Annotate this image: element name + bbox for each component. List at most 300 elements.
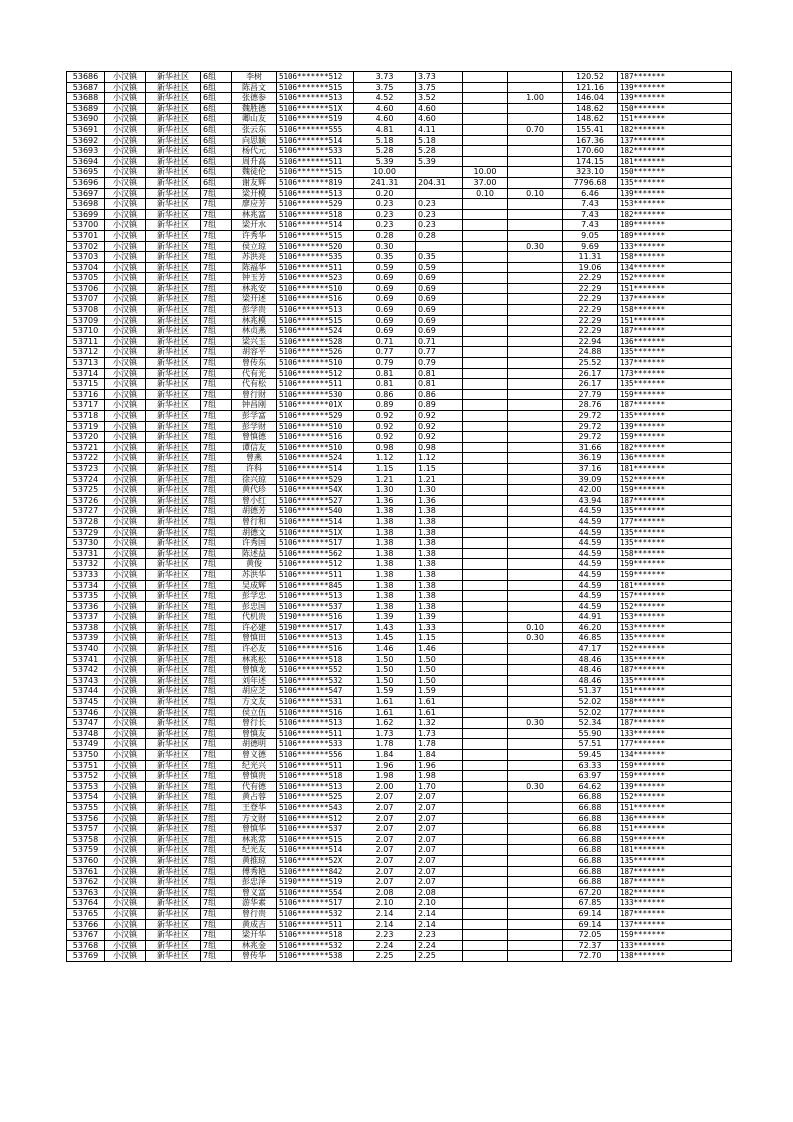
area-b-cell <box>463 654 508 665</box>
area-a-cell: 3.52 <box>416 93 463 104</box>
town-cell: 小汉镇 <box>105 612 146 623</box>
area-c-cell: 0.10 <box>508 622 563 633</box>
town-cell: 小汉镇 <box>105 908 146 919</box>
table-row <box>67 93 732 104</box>
area-b-cell <box>463 453 508 464</box>
community-cell: 新华社区 <box>146 432 201 443</box>
area-b-cell <box>463 707 508 718</box>
total-area-cell: 2.07 <box>354 834 416 845</box>
community-cell: 新华社区 <box>146 580 201 591</box>
amount-cell: 146.04 <box>563 93 618 104</box>
table-row <box>67 432 732 443</box>
person-name-cell: 曾小红 <box>232 495 277 506</box>
area-a-cell: 0.23 <box>416 199 463 210</box>
total-area-cell: 0.81 <box>354 379 416 390</box>
phone-cell: 152******* <box>618 474 732 485</box>
community-cell: 新华社区 <box>146 548 201 559</box>
phone-cell: 152******* <box>618 273 732 284</box>
person-name-cell: 彭学财 <box>232 421 277 432</box>
area-a-cell: 5.28 <box>416 146 463 157</box>
amount-cell: 120.52 <box>563 72 618 83</box>
area-c-cell <box>508 442 563 453</box>
total-area-cell: 2.07 <box>354 845 416 856</box>
amount-cell: 44.91 <box>563 612 618 623</box>
id-number-cell: 5106*******533 <box>277 739 354 750</box>
area-c-cell <box>508 167 563 178</box>
table-row <box>67 665 732 676</box>
table-row <box>67 633 732 644</box>
area-a-cell: 0.69 <box>416 326 463 337</box>
area-a-cell: 2.07 <box>416 855 463 866</box>
id-number-cell: 5106*******532 <box>277 675 354 686</box>
group-cell: 7组 <box>201 336 232 347</box>
id-number-cell: 5106*******518 <box>277 209 354 220</box>
town-cell: 小汉镇 <box>105 654 146 665</box>
id-number-cell: 5106*******01X <box>277 400 354 411</box>
area-b-cell <box>463 209 508 220</box>
id-number-cell: 5106*******513 <box>277 188 354 199</box>
table-row <box>67 463 732 474</box>
amount-cell: 29.72 <box>563 421 618 432</box>
phone-cell: 152******* <box>618 644 732 655</box>
row-number: 53727 <box>67 506 105 517</box>
id-number-cell: 5106*******524 <box>277 453 354 464</box>
total-area-cell: 2.00 <box>354 781 416 792</box>
phone-cell: 159******* <box>618 432 732 443</box>
town-cell: 小汉镇 <box>105 559 146 570</box>
town-cell: 小汉镇 <box>105 93 146 104</box>
phone-cell: 137******* <box>618 919 732 930</box>
group-cell: 7组 <box>201 898 232 909</box>
area-a-cell: 0.69 <box>416 283 463 294</box>
area-a-cell: 0.92 <box>416 421 463 432</box>
phone-cell: 135******* <box>618 855 732 866</box>
group-cell: 7组 <box>201 220 232 231</box>
area-b-cell <box>463 432 508 443</box>
area-a-cell: 0.81 <box>416 379 463 390</box>
town-cell: 小汉镇 <box>105 866 146 877</box>
row-number: 53769 <box>67 951 105 962</box>
phone-cell: 159******* <box>618 389 732 400</box>
row-number: 53755 <box>67 802 105 813</box>
person-name-cell: 侯立琼 <box>232 241 277 252</box>
area-c-cell <box>508 538 563 549</box>
id-number-cell: 5106*******532 <box>277 940 354 951</box>
group-cell: 7组 <box>201 230 232 241</box>
town-cell: 小汉镇 <box>105 442 146 453</box>
area-c-cell <box>508 114 563 125</box>
town-cell: 小汉镇 <box>105 326 146 337</box>
table-row <box>67 834 732 845</box>
area-c-cell <box>508 877 563 888</box>
area-b-cell <box>463 124 508 135</box>
table-row <box>67 845 732 856</box>
area-c-cell <box>508 156 563 167</box>
phone-cell: 135******* <box>618 177 732 188</box>
total-area-cell: 2.14 <box>354 908 416 919</box>
table-row <box>67 516 732 527</box>
person-name-cell: 黄代珍 <box>232 485 277 496</box>
group-cell: 7组 <box>201 834 232 845</box>
amount-cell: 39.09 <box>563 474 618 485</box>
person-name-cell: 许秀国 <box>232 538 277 549</box>
group-cell: 7组 <box>201 283 232 294</box>
total-area-cell: 0.28 <box>354 230 416 241</box>
community-cell: 新华社区 <box>146 887 201 898</box>
id-number-cell: 5106*******515 <box>277 167 354 178</box>
phone-cell: 151******* <box>618 686 732 697</box>
phone-cell: 151******* <box>618 824 732 835</box>
id-number-cell: 5106*******515 <box>277 230 354 241</box>
phone-cell: 136******* <box>618 813 732 824</box>
area-c-cell <box>508 474 563 485</box>
community-cell: 新华社区 <box>146 644 201 655</box>
table-row <box>67 675 732 686</box>
area-a-cell: 1.61 <box>416 707 463 718</box>
total-area-cell: 1.15 <box>354 463 416 474</box>
amount-cell: 27.79 <box>563 389 618 400</box>
community-cell: 新华社区 <box>146 262 201 273</box>
row-number: 53757 <box>67 824 105 835</box>
person-name-cell: 梁开水 <box>232 220 277 231</box>
town-cell: 小汉镇 <box>105 739 146 750</box>
person-name-cell: 苏洪亮 <box>232 252 277 263</box>
id-number-cell: 5106*******510 <box>277 442 354 453</box>
group-cell: 6组 <box>201 146 232 157</box>
area-c-cell <box>508 845 563 856</box>
phone-cell: 153******* <box>618 199 732 210</box>
id-number-cell: 5106*******511 <box>277 262 354 273</box>
amount-cell: 44.59 <box>563 548 618 559</box>
person-name-cell: 代有德 <box>232 781 277 792</box>
community-cell: 新华社区 <box>146 474 201 485</box>
community-cell: 新华社区 <box>146 411 201 422</box>
total-area-cell: 1.45 <box>354 633 416 644</box>
group-cell: 7组 <box>201 485 232 496</box>
group-cell: 7组 <box>201 824 232 835</box>
row-number: 53687 <box>67 82 105 93</box>
community-cell: 新华社区 <box>146 72 201 83</box>
area-b-cell <box>463 633 508 644</box>
community-cell: 新华社区 <box>146 114 201 125</box>
row-number: 53691 <box>67 124 105 135</box>
community-cell: 新华社区 <box>146 824 201 835</box>
community-cell: 新华社区 <box>146 124 201 135</box>
town-cell: 小汉镇 <box>105 453 146 464</box>
person-name-cell: 曾行和 <box>232 516 277 527</box>
area-a-cell: 1.84 <box>416 750 463 761</box>
amount-cell: 7.43 <box>563 199 618 210</box>
group-cell: 7组 <box>201 760 232 771</box>
id-number-cell: 5106*******515 <box>277 834 354 845</box>
phone-cell: 158******* <box>618 252 732 263</box>
area-a-cell: 2.07 <box>416 845 463 856</box>
area-a-cell: 1.38 <box>416 601 463 612</box>
id-number-cell: 5106*******515 <box>277 82 354 93</box>
area-c-cell <box>508 135 563 146</box>
phone-cell: 137******* <box>618 135 732 146</box>
group-cell: 7组 <box>201 379 232 390</box>
area-b-cell <box>463 262 508 273</box>
amount-cell: 72.70 <box>563 951 618 962</box>
phone-cell: 135******* <box>618 538 732 549</box>
amount-cell: 43.94 <box>563 495 618 506</box>
town-cell: 小汉镇 <box>105 72 146 83</box>
area-b-cell <box>463 442 508 453</box>
town-cell: 小汉镇 <box>105 485 146 496</box>
total-area-cell: 0.77 <box>354 347 416 358</box>
town-cell: 小汉镇 <box>105 951 146 962</box>
id-number-cell: 5106*******527 <box>277 495 354 506</box>
community-cell: 新华社区 <box>146 697 201 708</box>
amount-cell: 66.88 <box>563 845 618 856</box>
id-number-cell: 5106*******525 <box>277 792 354 803</box>
town-cell: 小汉镇 <box>105 347 146 358</box>
id-number-cell: 5106*******554 <box>277 887 354 898</box>
area-c-cell <box>508 569 563 580</box>
person-name-cell: 彭忠国 <box>232 601 277 612</box>
total-area-cell: 1.38 <box>354 548 416 559</box>
person-name-cell: 梁开述 <box>232 294 277 305</box>
table-row <box>67 951 732 962</box>
town-cell: 小汉镇 <box>105 305 146 316</box>
group-cell: 7组 <box>201 548 232 559</box>
area-b-cell <box>463 305 508 316</box>
town-cell: 小汉镇 <box>105 760 146 771</box>
table-row <box>67 273 732 284</box>
row-number: 53720 <box>67 432 105 443</box>
row-number: 53697 <box>67 188 105 199</box>
table-row <box>67 294 732 305</box>
phone-cell: 158******* <box>618 548 732 559</box>
community-cell: 新华社区 <box>146 739 201 750</box>
row-number: 53725 <box>67 485 105 496</box>
area-b-cell <box>463 760 508 771</box>
town-cell: 小汉镇 <box>105 898 146 909</box>
total-area-cell: 0.30 <box>354 241 416 252</box>
person-name-cell: 杨代元 <box>232 146 277 157</box>
row-number: 53734 <box>67 580 105 591</box>
amount-cell: 48.46 <box>563 654 618 665</box>
community-cell: 新华社区 <box>146 326 201 337</box>
group-cell: 7组 <box>201 400 232 411</box>
area-a-cell: 1.21 <box>416 474 463 485</box>
community-cell: 新华社区 <box>146 453 201 464</box>
person-name-cell: 许必友 <box>232 644 277 655</box>
amount-cell: 31.66 <box>563 442 618 453</box>
person-name-cell: 胡德文 <box>232 527 277 538</box>
town-cell: 小汉镇 <box>105 389 146 400</box>
amount-cell: 170.60 <box>563 146 618 157</box>
area-a-cell: 2.23 <box>416 930 463 941</box>
id-number-cell: 5106*******516 <box>277 707 354 718</box>
phone-cell: 135******* <box>618 675 732 686</box>
community-cell: 新华社区 <box>146 516 201 527</box>
row-number: 53699 <box>67 209 105 220</box>
amount-cell: 174.15 <box>563 156 618 167</box>
amount-cell: 22.29 <box>563 294 618 305</box>
person-name-cell: 胡容平 <box>232 347 277 358</box>
id-number-cell: 5106*******520 <box>277 241 354 252</box>
total-area-cell: 1.38 <box>354 601 416 612</box>
community-cell: 新华社区 <box>146 951 201 962</box>
community-cell: 新华社区 <box>146 527 201 538</box>
area-b-cell <box>463 601 508 612</box>
id-number-cell: 5106*******513 <box>277 633 354 644</box>
group-cell: 7组 <box>201 294 232 305</box>
group-cell: 7组 <box>201 728 232 739</box>
id-number-cell: 5106*******519 <box>277 114 354 125</box>
group-cell: 6组 <box>201 177 232 188</box>
town-cell: 小汉镇 <box>105 548 146 559</box>
total-area-cell: 1.38 <box>354 591 416 602</box>
group-cell: 7组 <box>201 771 232 782</box>
area-a-cell: 0.59 <box>416 262 463 273</box>
group-cell: 7组 <box>201 866 232 877</box>
row-number: 53690 <box>67 114 105 125</box>
community-cell: 新华社区 <box>146 485 201 496</box>
id-number-cell: 5106*******52X <box>277 855 354 866</box>
area-c-cell <box>508 262 563 273</box>
id-number-cell: 5106*******515 <box>277 315 354 326</box>
town-cell: 小汉镇 <box>105 930 146 941</box>
phone-cell: 159******* <box>618 834 732 845</box>
area-b-cell <box>463 230 508 241</box>
table-row <box>67 506 732 517</box>
person-name-cell: 林兆松 <box>232 654 277 665</box>
phone-cell: 137******* <box>618 358 732 369</box>
area-c-cell <box>508 72 563 83</box>
row-number: 53700 <box>67 220 105 231</box>
row-number: 53710 <box>67 326 105 337</box>
person-name-cell: 曾慎贵 <box>232 771 277 782</box>
area-c-cell <box>508 612 563 623</box>
amount-cell: 63.97 <box>563 771 618 782</box>
table-row <box>67 813 732 824</box>
row-number: 53760 <box>67 855 105 866</box>
town-cell: 小汉镇 <box>105 273 146 284</box>
total-area-cell: 4.60 <box>354 103 416 114</box>
amount-cell: 22.29 <box>563 326 618 337</box>
row-number: 53705 <box>67 273 105 284</box>
area-c-cell <box>508 400 563 411</box>
group-cell: 6组 <box>201 156 232 167</box>
phone-cell: 157******* <box>618 591 732 602</box>
area-a-cell <box>416 188 463 199</box>
table-row <box>67 686 732 697</box>
community-cell: 新华社区 <box>146 199 201 210</box>
id-number-cell: 5106*******51X <box>277 527 354 538</box>
row-number: 53758 <box>67 834 105 845</box>
group-cell: 7组 <box>201 252 232 263</box>
person-name-cell: 曾义德 <box>232 750 277 761</box>
amount-cell: 66.88 <box>563 877 618 888</box>
group-cell: 7组 <box>201 750 232 761</box>
total-area-cell: 0.59 <box>354 262 416 273</box>
person-name-cell: 彭学忠 <box>232 591 277 602</box>
id-number-cell: 5106*******510 <box>277 421 354 432</box>
row-number: 53767 <box>67 930 105 941</box>
amount-cell: 29.72 <box>563 411 618 422</box>
person-name-cell: 代有松 <box>232 379 277 390</box>
area-a-cell: 2.14 <box>416 908 463 919</box>
table-row <box>67 612 732 623</box>
community-cell: 新华社区 <box>146 665 201 676</box>
row-number: 53750 <box>67 750 105 761</box>
town-cell: 小汉镇 <box>105 252 146 263</box>
area-b-cell <box>463 400 508 411</box>
community-cell: 新华社区 <box>146 622 201 633</box>
community-cell: 新华社区 <box>146 538 201 549</box>
amount-cell: 52.34 <box>563 718 618 729</box>
table-row <box>67 358 732 369</box>
area-a-cell: 1.15 <box>416 633 463 644</box>
group-cell: 7组 <box>201 781 232 792</box>
total-area-cell: 0.69 <box>354 315 416 326</box>
area-c-cell <box>508 591 563 602</box>
row-number: 53719 <box>67 421 105 432</box>
table-row <box>67 220 732 231</box>
id-number-cell: 5106*******540 <box>277 506 354 517</box>
area-b-cell <box>463 538 508 549</box>
id-number-cell: 5106*******512 <box>277 72 354 83</box>
person-name-cell: 魏徒伦 <box>232 167 277 178</box>
community-cell: 新华社区 <box>146 771 201 782</box>
area-b-cell <box>463 326 508 337</box>
community-cell: 新华社区 <box>146 750 201 761</box>
amount-cell: 44.59 <box>563 538 618 549</box>
person-name-cell: 彭学贵 <box>232 305 277 316</box>
table-row <box>67 877 732 888</box>
area-b-cell <box>463 411 508 422</box>
amount-cell: 48.46 <box>563 665 618 676</box>
town-cell: 小汉镇 <box>105 114 146 125</box>
group-cell: 7组 <box>201 908 232 919</box>
table-row <box>67 103 732 114</box>
id-number-cell: 5106*******514 <box>277 463 354 474</box>
area-c-cell <box>508 305 563 316</box>
community-cell: 新华社区 <box>146 898 201 909</box>
area-a-cell: 1.38 <box>416 548 463 559</box>
table-row <box>67 898 732 909</box>
community-cell: 新华社区 <box>146 93 201 104</box>
community-cell: 新华社区 <box>146 591 201 602</box>
id-number-cell: 5106*******510 <box>277 283 354 294</box>
area-c-cell <box>508 898 563 909</box>
total-area-cell: 10.00 <box>354 167 416 178</box>
group-cell: 7组 <box>201 516 232 527</box>
phone-cell: 134******* <box>618 750 732 761</box>
community-cell: 新华社区 <box>146 241 201 252</box>
phone-cell: 177******* <box>618 739 732 750</box>
area-b-cell <box>463 135 508 146</box>
community-cell: 新华社区 <box>146 400 201 411</box>
total-area-cell: 2.07 <box>354 802 416 813</box>
id-number-cell: 5106*******528 <box>277 336 354 347</box>
town-cell: 小汉镇 <box>105 177 146 188</box>
id-number-cell: 5106*******562 <box>277 548 354 559</box>
area-a-cell: 0.92 <box>416 432 463 443</box>
person-name-cell: 曾慎华 <box>232 824 277 835</box>
id-number-cell: 5106*******513 <box>277 718 354 729</box>
person-name-cell: 曾传华 <box>232 951 277 962</box>
area-b-cell <box>463 516 508 527</box>
area-b-cell: 10.00 <box>463 167 508 178</box>
group-cell: 7组 <box>201 802 232 813</box>
id-number-cell: 5106*******526 <box>277 347 354 358</box>
town-cell: 小汉镇 <box>105 622 146 633</box>
phone-cell: 139******* <box>618 781 732 792</box>
